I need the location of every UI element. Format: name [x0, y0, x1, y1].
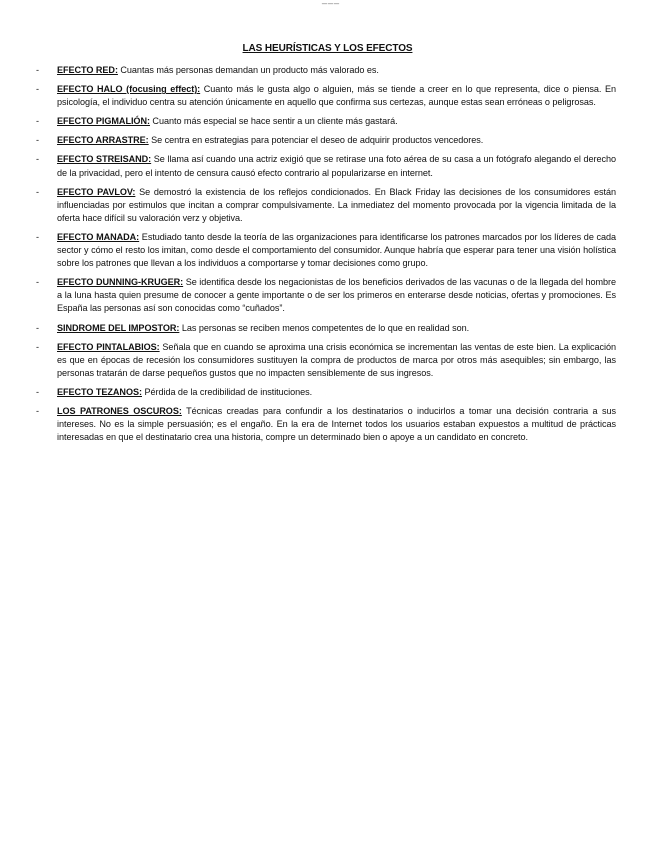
- page-top-mark: [322, 0, 340, 4]
- item-term: EFECTO RED:: [57, 65, 118, 75]
- item-term: EFECTO PIGMALIÓN:: [57, 116, 150, 127]
- list-item-sindrome-impostor: [36, 322, 616, 335]
- item-text: Las personas se reciben menos competentes de lo que en realidad son.: [179, 322, 470, 333]
- item-text: Pérdida de la credibilidad de instituciones.: [141, 386, 313, 397]
- item-text: Se centra en estrategias para potenciar el deseo de adquirir productos vencedores.: [148, 135, 484, 146]
- item-term: EFECTO PINTALABIOS:: [57, 341, 160, 352]
- document-title: LAS HEURÍSTICAS Y LOS EFECTOS: [242, 43, 413, 54]
- bullet-dash: -: [36, 405, 39, 416]
- item-term: EFECTO MANADA:: [57, 231, 140, 242]
- bullet-dash: -: [36, 186, 39, 197]
- item-term: EFECTO HALO (focusing effect):: [57, 84, 201, 95]
- list-item-efecto-manada: [36, 231, 616, 270]
- bullet-dash: -: [36, 135, 39, 146]
- list-item-efecto-streisand: [36, 153, 616, 179]
- list-item-efecto-arrastre: [36, 134, 616, 147]
- list-item-efecto-halo: [36, 83, 616, 109]
- item-text: Estudiado tanto desde la teoría de las organizaciones para identificarse los patrones marcados por los líderes de cada sector y cómo el resto los imitan, como desde el comportamiento del consumidor. Aunque habría que esperar para tener una visión holística sobre los patrones que llevan a los individuos a comportarse y tomar decisiones como grupo.: [57, 231, 616, 269]
- item-term: EFECTO STREISAND:: [57, 154, 152, 165]
- list-item-patrones-oscuros: [36, 405, 616, 444]
- bullet-dash: -: [36, 322, 39, 333]
- item-term: EFECTO TEZANOS:: [57, 386, 142, 397]
- bullet-dash: -: [36, 154, 39, 165]
- item-text: Cuanto más especial se hace sentir a un cliente más gastará.: [149, 116, 398, 127]
- list-item-efecto-tezanos: [36, 386, 616, 399]
- bullet-dash: -: [36, 341, 39, 352]
- effects-list: [36, 64, 616, 450]
- item-term: LOS PATRONES OSCUROS:: [57, 405, 182, 416]
- item-text: Técnicas creadas para confundir a los destinatarios o inducirlos a tomar una decisión contraria a sus intereses. No es la simple persuasión; es el engaño. En la era de Internet todos los usuarios estaban expuestos a multitud de prácticas interesadas en que el destinatario crea una historia, compre un determinado bien o apoye a un candidato en concreto.: [57, 405, 616, 443]
- item-term: EFECTO PAVLOV:: [57, 186, 136, 197]
- item-term: SINDROME DEL IMPOSTOR:: [57, 322, 180, 333]
- item-text: Cuantas más personas demandan un producto más valorado es.: [117, 65, 379, 75]
- item-text: Se identifica desde los negacionistas de los beneficios derivados de las vacunas o de la llegada del hombre a la luna hasta quien presume de conocer a gente importante o de ser los primeros en enterarse desde noticias, ofertas y promociones. Es España las personas así son conocidas como “cuñados”.: [57, 277, 617, 314]
- item-text: Se llama así cuando una actriz exigió que se retirase una foto aérea de su casa a un fotógrafo alegando el derecho de la privacidad, pero el intento de censura causó efecto contrario al popularizarse en internet.: [57, 154, 617, 178]
- list-item-efecto-red: [36, 64, 616, 77]
- item-text: Señala que en cuando se aproxima una crisis económica se incrementan las ventas de este bien. La explicación es que en épocas de recesión los consumidores sustituyen la compra de productos de marca por otros más asequibles; sin embargo, las personas tratarán de darse pequeños gustos que no impacten sensiblemente de sus ingresos.: [57, 341, 616, 378]
- list-item-efecto-pintalabios: [36, 341, 616, 380]
- bullet-dash: -: [36, 116, 39, 127]
- list-item-efecto-pavlov: [36, 186, 616, 225]
- bullet-dash: -: [36, 84, 39, 95]
- bullet-dash: -: [36, 277, 39, 288]
- bullet-dash: -: [36, 231, 39, 242]
- bullet-dash: -: [36, 65, 39, 75]
- item-text: Se demostró la existencia de los reflejos condicionados. En Black Friday las decisiones de los consumidores están influenciadas por estimulos que incitan a comprar compulsivamente. La inmediatez del momento provocada por la vigencia limitada de la oferta hace difícil su valoración verz y objetiva.: [57, 186, 616, 223]
- item-term: EFECTO DUNNING-KRUGER:: [57, 277, 184, 288]
- bullet-dash: -: [36, 386, 39, 397]
- list-item-efecto-pigmalion: [36, 115, 616, 128]
- item-term: EFECTO ARRASTRE:: [57, 135, 149, 146]
- list-item-efecto-dunning-kruger: [36, 276, 616, 315]
- item-text: Cuanto más le gusta algo o alguien, más se tiende a creer en lo que representa, dice o piensa. En psicología, el individuo centra su atención únicamente en aquello que confirma sus certezas, aunque estas sean erróneas o peligrosas.: [57, 84, 616, 108]
